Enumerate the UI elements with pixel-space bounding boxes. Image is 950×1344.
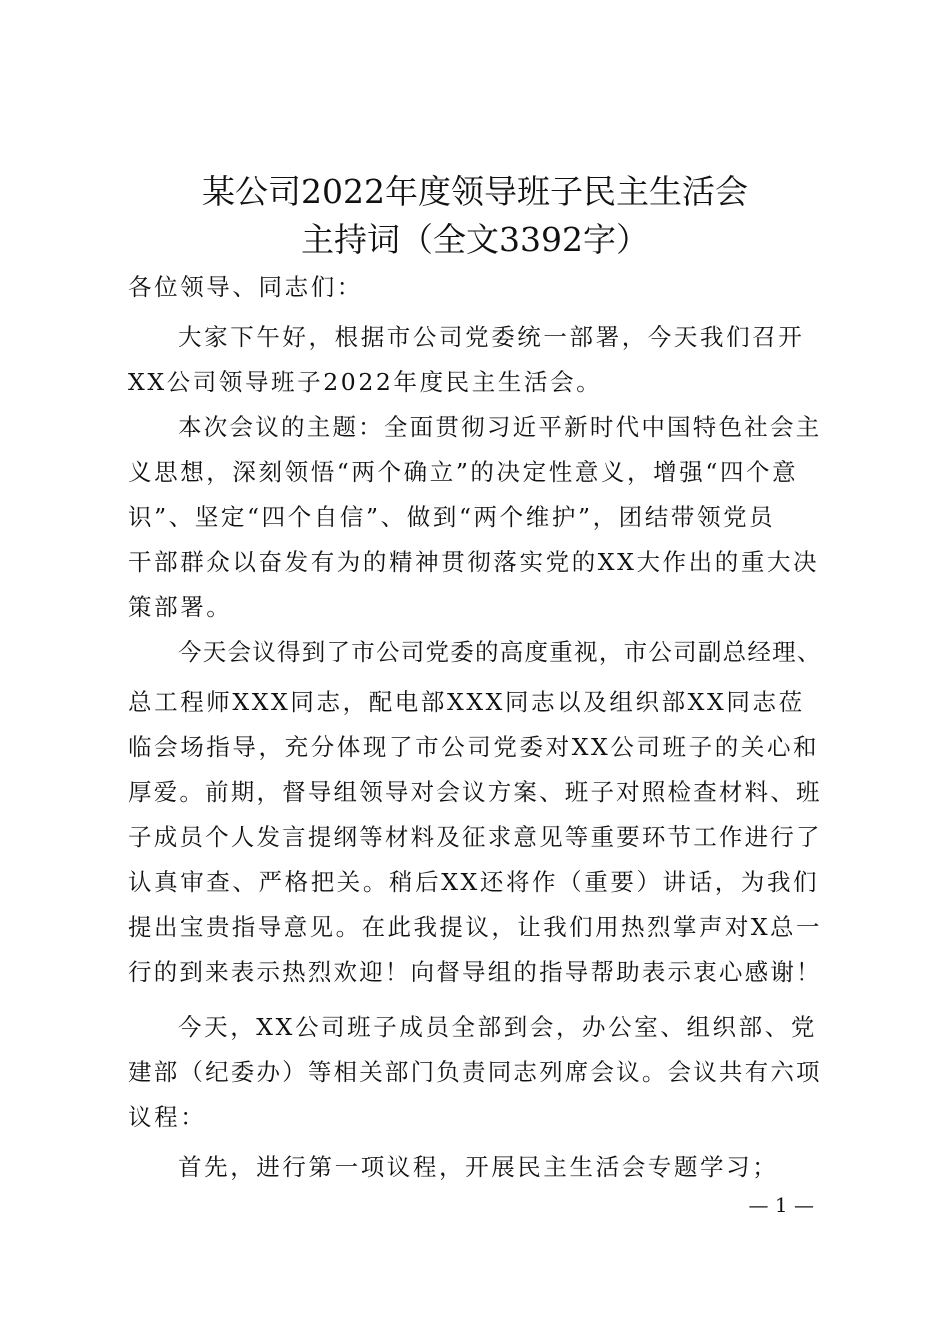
paragraph-3-line-6: 认真审查、严格把关。稍后XX还将作（重要）讲话，为我们 [128, 868, 820, 896]
salutation: 各位领导、同志们： [128, 273, 363, 301]
paragraph-3-line-1: 今天会议得到了市公司党委的高度重视，市公司副总经理、 [178, 638, 822, 666]
paragraph-2-line-2: 义思想，深刻领悟“两个确立”的决定性意义，增强“四个意 [128, 458, 799, 486]
paragraph-3-line-8: 行的到来表示热烈欢迎！向督导组的指导帮助表示衷心感谢！ [128, 958, 822, 986]
paragraph-2-line-3: 识”、坚定“四个自信”、做到“两个维护”，团结带领党员 [128, 503, 776, 531]
paragraph-4-line-1: 今天，XX公司班子成员全部到会，办公室、组织部、党 [178, 1013, 817, 1041]
paragraph-4-line-2: 建部（纪委办）等相关部门负责同志列席会议。会议共有六项 [128, 1058, 822, 1086]
paragraph-3-line-4: 厚爱。前期，督导组领导对会议方案、班子对照检查材料、班 [128, 778, 822, 806]
page-number: — 1 — [748, 1193, 814, 1217]
paragraph-2-line-1: 本次会议的主题：全面贯彻习近平新时代中国特色社会主 [178, 413, 822, 441]
paragraph-3-line-3: 临会场指导，充分体现了市公司党委对XX公司班子的关心和 [128, 733, 820, 761]
document-title-line-1: 某公司2022年度领导班子民主生活会 [202, 172, 748, 211]
paragraph-5-line-1: 首先，进行第一项议程，开展民主生活会专题学习； [178, 1153, 779, 1181]
paragraph-3-line-5: 子成员个人发言提纲等材料及征求意见等重要环节工作进行了 [128, 823, 822, 851]
document-title-line-2: 主持词（全文3392字） [301, 220, 649, 259]
paragraph-4-line-3: 议程： [128, 1103, 207, 1131]
paragraph-2-line-4: 干部群众以奋发有为的精神贯彻落实党的XX大作出的重大决 [128, 548, 820, 576]
paragraph-3-line-7: 提出宝贵指导意见。在此我提议，让我们用热烈掌声对X总一 [128, 913, 822, 941]
paragraph-1-line-1: 大家下午好，根据市公司党委统一部署，今天我们召开 [178, 323, 805, 351]
paragraph-1-line-2: XX公司领导班子2022年度民主生活会。 [128, 368, 603, 396]
paragraph-2-line-5: 策部署。 [128, 593, 233, 621]
paragraph-3-line-2: 总工程师XXX同志，配电部XXX同志以及组织部XX同志莅 [128, 688, 805, 716]
